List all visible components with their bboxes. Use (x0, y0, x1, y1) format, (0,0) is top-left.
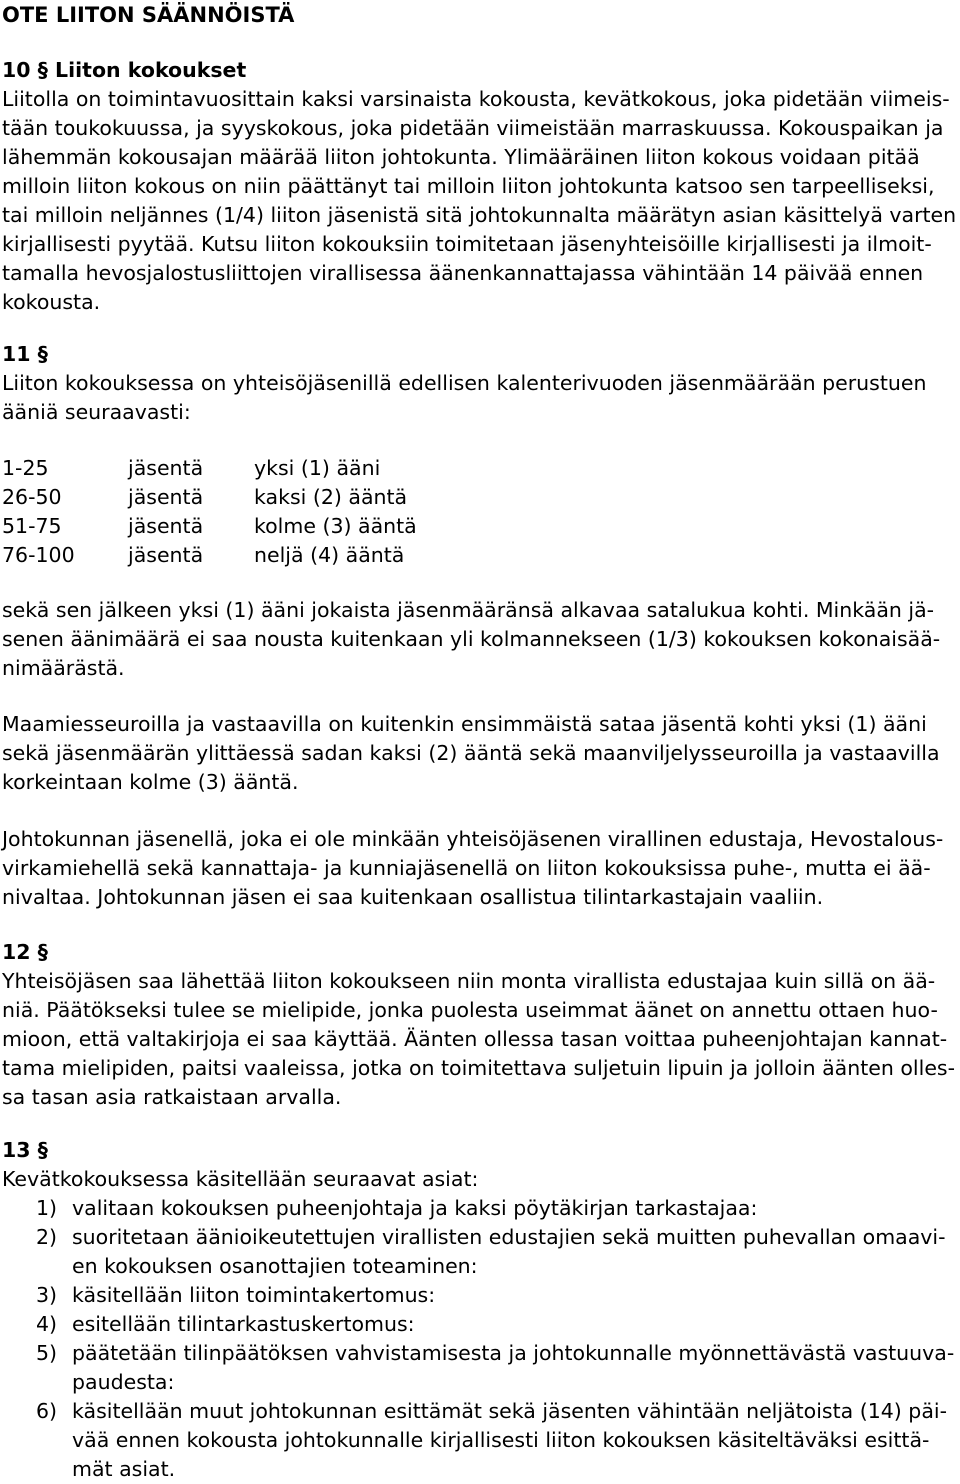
votes-row (2, 483, 954, 512)
text-line: tään toukokuussa, ja syyskokous, joka pidetään viimeistään marraskuussa. Kokouspaikan ja (2, 116, 944, 140)
text-line: virkamiehellä sekä kannattaja- ja kunniajäsenellä on liiton kokouksissa puhe-, mutta ei ää- (2, 856, 931, 880)
section-11-paragraph-4 (2, 825, 954, 912)
text-line: nivaltaa. Johtokunnan jäsen ei saa kuitenkaan osallistua tilintarkastajain vaaliin. (2, 885, 824, 909)
votes-table (2, 454, 954, 570)
section-12-heading: 12 § (2, 940, 48, 964)
text-line: korkeintaan kolme (3) ääntä. (2, 770, 299, 794)
text-line: milloin liiton kokous on niin päättänyt tai milloin liiton johtokunta katsoo sen tarpeelliseksi, (2, 174, 935, 198)
section-11-intro (2, 369, 954, 427)
text-line: tama mielipiden, paitsi vaaleissa, jotka on toimitettava suljetuin lipuin ja jolloin äänten olles- (2, 1056, 956, 1080)
text-line: niä. Päätökseksi tulee se mielipide, jonka puolesta useimmat äänet on annettu ottaen huo- (2, 998, 938, 1022)
text-line: ääniä seuraavasti: (2, 400, 191, 424)
text-line: mioon, että valtakirjoja ei saa käyttää. Äänten ollessa tasan voittaa puheenjohtajan kannat- (2, 1027, 948, 1051)
text-line: kirjallisesti pyytää. Kutsu liiton kokouksiin toimitetaan jäsenyhteisöille kirjallisesti ja ilmoit- (2, 232, 932, 256)
text-line: vää ennen kokousta johtokunnalle kirjallisesti liiton kokouksen käsiteltäväksi esittä- (72, 1428, 930, 1452)
document-title: OTE LIITON SÄÄNNÖISTÄ (2, 3, 295, 27)
votes-unit: jäsentä (128, 514, 204, 538)
list-item-number: 3) (36, 1283, 58, 1307)
text-line: sa tasan asia ratkaistaan arvalla. (2, 1085, 342, 1109)
list-item (2, 1397, 954, 1484)
text-line: esitellään tilintarkastuskertomus: (72, 1312, 415, 1336)
votes-count: kaksi (2) ääntä (254, 485, 408, 509)
text-line: paudesta: (72, 1370, 175, 1394)
votes-unit: jäsentä (128, 543, 204, 567)
agenda-list (2, 1194, 954, 1484)
text-line: senen äänimäärä ei saa nousta kuitenkaan yli kolmannekseen (1/3) kokouksen kokonaisää- (2, 627, 941, 651)
section-13-heading: 13 § (2, 1138, 48, 1162)
list-item (2, 1194, 954, 1223)
section-12 (2, 938, 954, 1112)
votes-count: neljä (4) ääntä (254, 543, 405, 567)
text-line: Yhteisöjäsen saa lähettää liiton kokoukseen niin monta virallista edustajaa kuin sillä on ää- (2, 969, 936, 993)
text-line: mät asiat. (72, 1457, 176, 1481)
votes-unit: jäsentä (128, 485, 204, 509)
votes-count: kolme (3) ääntä (254, 514, 417, 538)
section-10-paragraph (2, 85, 957, 317)
list-item-number: 2) (36, 1225, 58, 1249)
votes-unit: jäsentä (128, 456, 204, 480)
text-line: en kokouksen osanottajien toteaminen: (72, 1254, 478, 1278)
section-10 (2, 56, 957, 317)
votes-count: yksi (1) ääni (254, 456, 381, 480)
text-line: Liitolla on toimintavuosittain kaksi varsinaista kokousta, kevätkokous, joka pidetään viimeis- (2, 87, 950, 111)
text-line: kokousta. (2, 290, 101, 314)
section-12-paragraph (2, 967, 954, 1112)
votes-range: 76-100 (2, 543, 75, 567)
section-13 (2, 1136, 954, 1484)
votes-range: 51-75 (2, 514, 62, 538)
votes-range: 26-50 (2, 485, 62, 509)
list-item-number: 4) (36, 1312, 58, 1336)
section-13-intro: Kevätkokouksessa käsitellään seuraavat asiat: (2, 1167, 479, 1191)
section-10-heading: 10 § Liiton kokoukset (2, 58, 247, 82)
section-11-paragraph-2 (2, 596, 954, 683)
votes-row (2, 454, 954, 483)
section-11-paragraph-3 (2, 710, 954, 797)
list-item-number: 6) (36, 1399, 58, 1423)
votes-row (2, 512, 954, 541)
text-line: Maamiesseuroilla ja vastaavilla on kuitenkin ensimmäistä sataa jäsentä kohti yksi (1) ääni (2, 712, 927, 736)
text-line: käsitellään liiton toimintakertomus: (72, 1283, 436, 1307)
text-line: lähemmän kokousajan määrää liiton johtokunta. Ylimääräinen liiton kokous voidaan pitää (2, 145, 920, 169)
votes-row (2, 541, 954, 570)
list-item (2, 1281, 954, 1310)
votes-range: 1-25 (2, 456, 49, 480)
text-line: Johtokunnan jäsenellä, joka ei ole minkään yhteisöjäsenen virallinen edustaja, Hevostalous- (2, 827, 944, 851)
text-line: päätetään tilinpäätöksen vahvistamisesta ja johtokunnalle myönnettävästä vastuuva- (72, 1341, 955, 1365)
text-line: nimäärästä. (2, 656, 125, 680)
text-line: Liiton kokouksessa on yhteisöjäsenillä edellisen kalenterivuoden jäsenmäärään perustuen (2, 371, 927, 395)
text-line: tamalla hevosjalostusliittojen virallisessa äänenkannattajassa vähintään 14 päivää ennen (2, 261, 924, 285)
text-line: valitaan kokouksen puheenjohtaja ja kaksi pöytäkirjan tarkastajaa: (72, 1196, 758, 1220)
text-line: tai milloin neljännes (1/4) liiton jäsenistä sitä johtokunnalta määrätyn asian käsittelyä varten (2, 203, 957, 227)
text-line: sekä jäsenmäärän ylittäessä sadan kaksi (2) ääntä sekä maanviljelysseuroilla ja vastaavilla (2, 741, 940, 765)
section-11 (2, 340, 954, 427)
list-item-number: 5) (36, 1341, 58, 1365)
text-line: käsitellään muut johtokunnan esittämät sekä jäsenten vähintään neljätoista (14) päi- (72, 1399, 947, 1423)
list-item-number: 1) (36, 1196, 58, 1220)
list-item (2, 1339, 954, 1397)
section-11-heading: 11 § (2, 342, 48, 366)
list-item (2, 1223, 954, 1281)
text-line: sekä sen jälkeen yksi (1) ääni jokaista jäsenmääränsä alkavaa satalukua kohti. Minkään jä- (2, 598, 935, 622)
list-item (2, 1310, 954, 1339)
text-line: suoritetaan äänioikeutettujen virallisten edustajien sekä muitten puhevallan omaavi- (72, 1225, 946, 1249)
